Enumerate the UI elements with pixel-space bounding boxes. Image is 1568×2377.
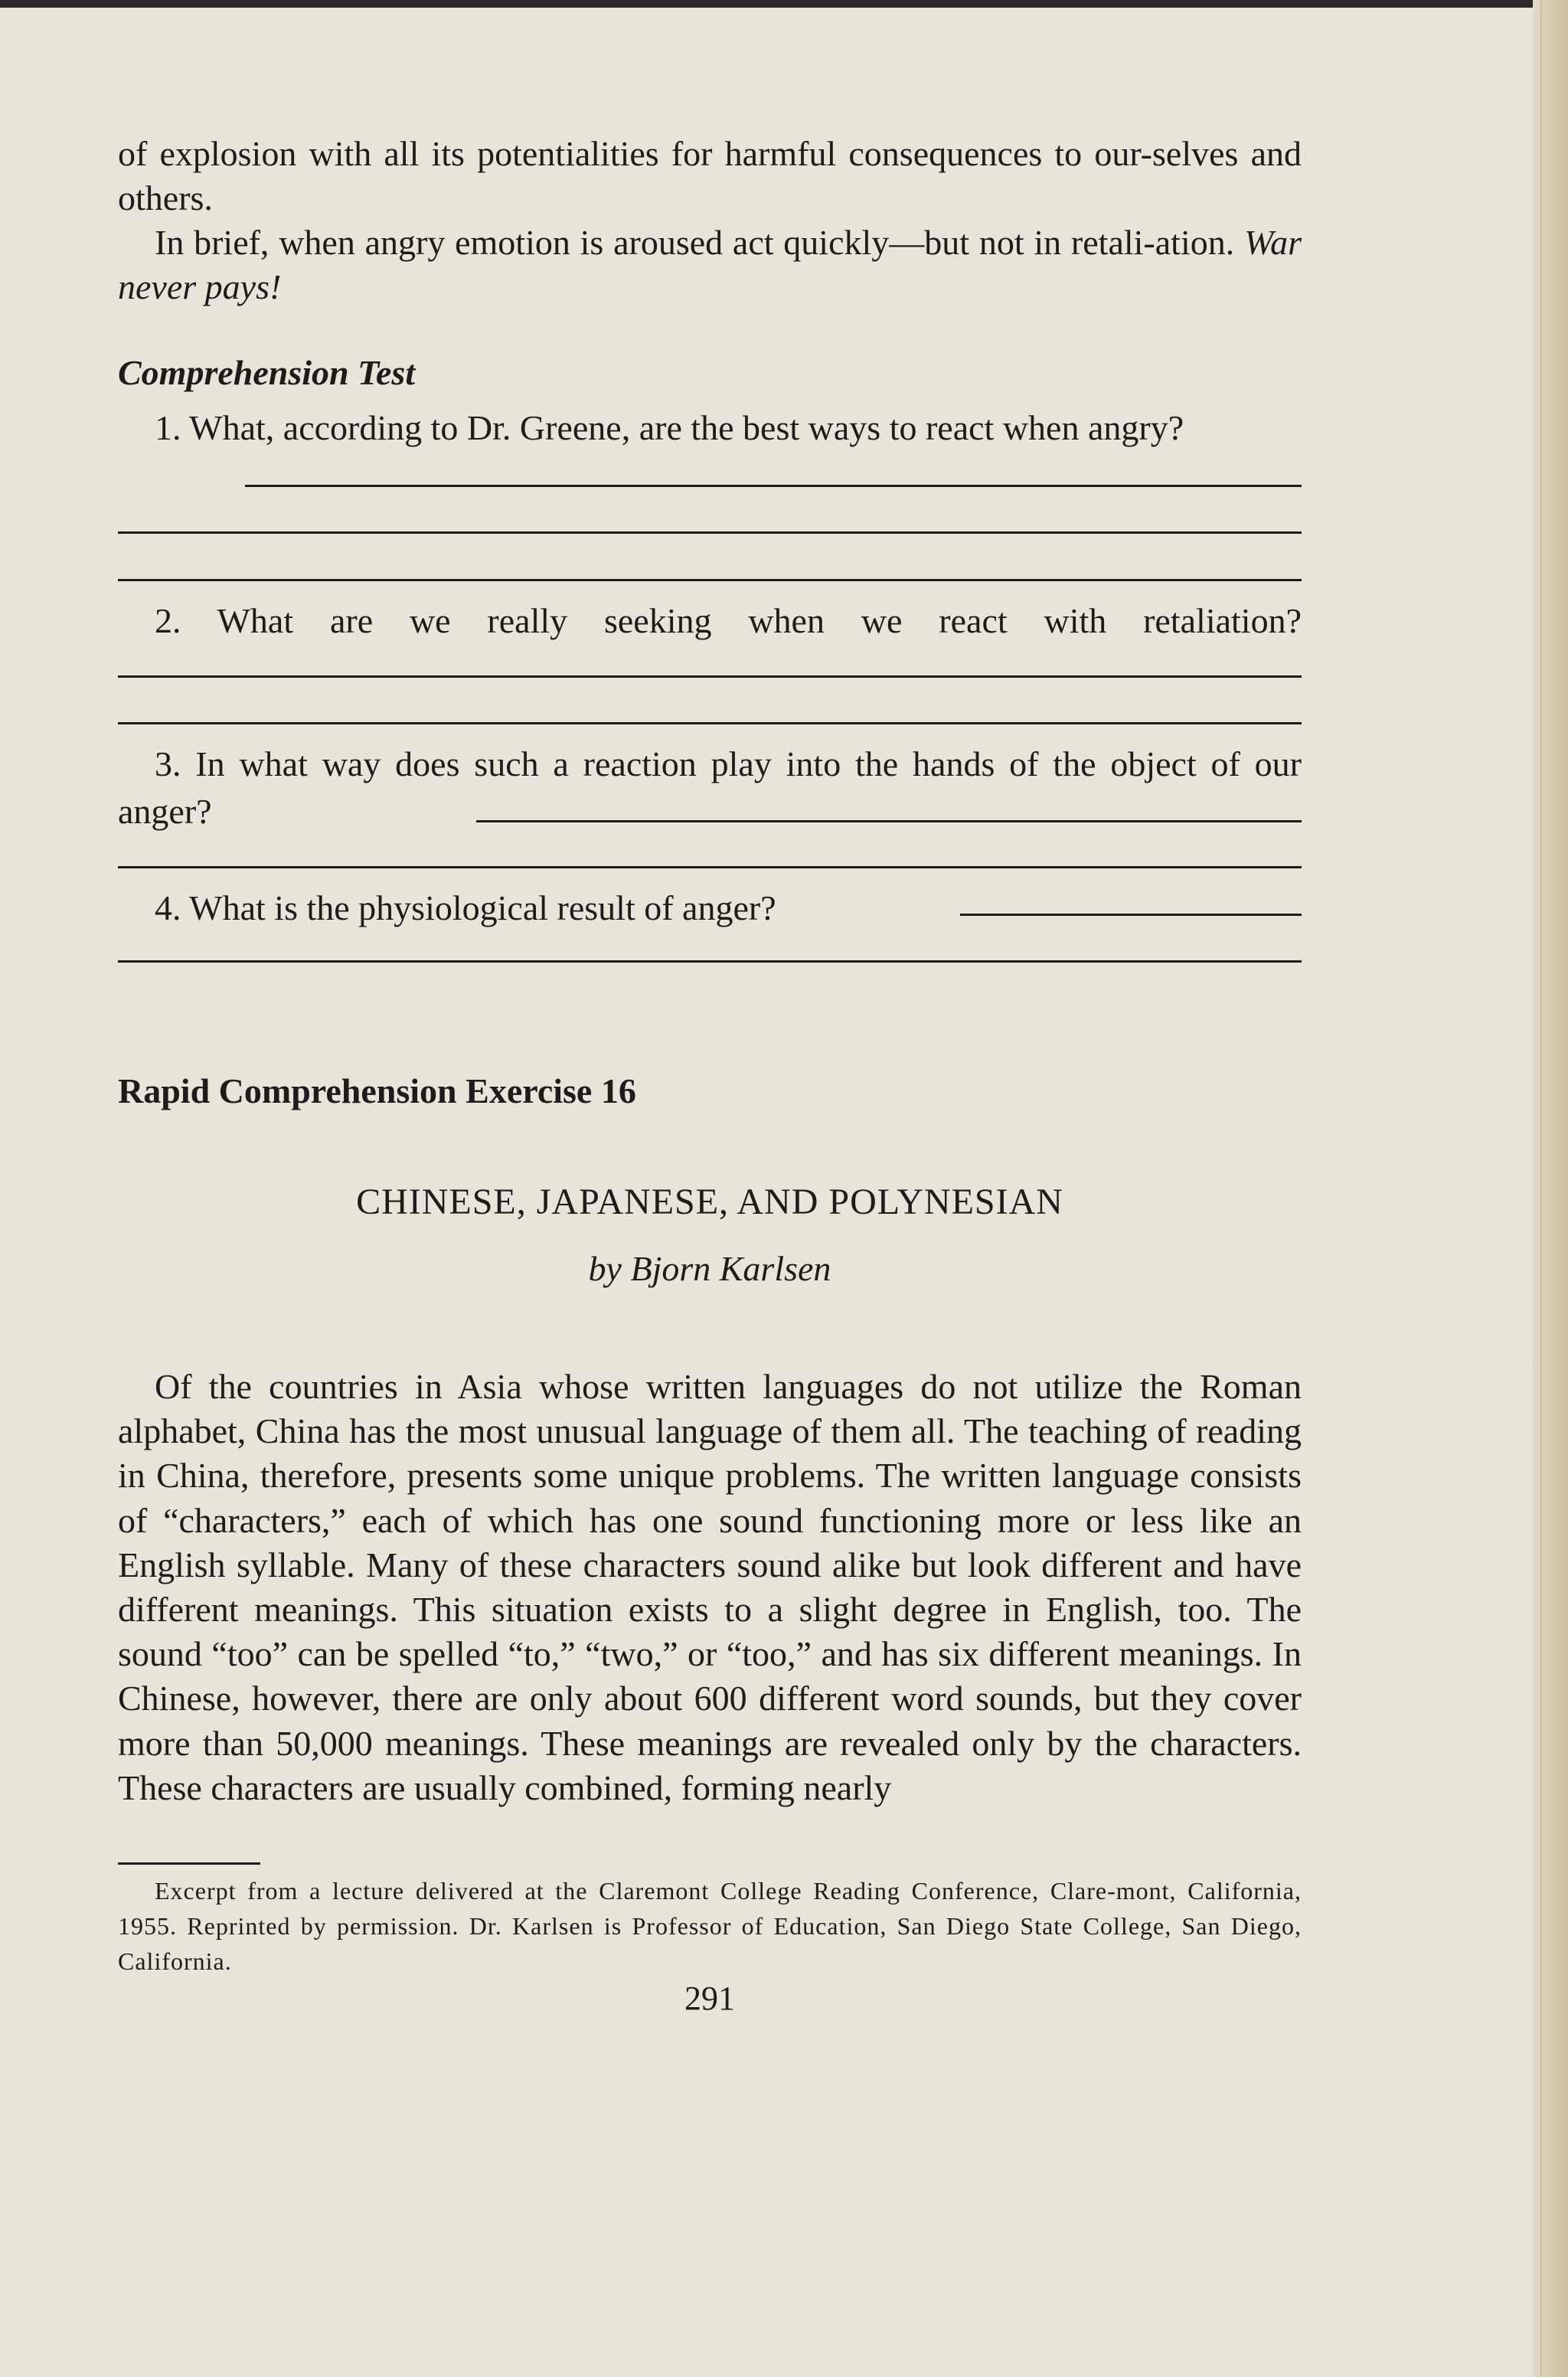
article-author: by Bjorn Karlsen xyxy=(588,1249,831,1288)
question-2 xyxy=(118,597,1302,645)
intro-paragraph-2-italic: War never pays! xyxy=(118,223,1302,306)
answer-line-1b[interactable] xyxy=(118,531,1302,534)
article-body xyxy=(118,1365,1302,1810)
question-3-text: In what way does such a reaction play into the hands of the object of our anger? xyxy=(118,744,1302,831)
question-1 xyxy=(118,404,1302,452)
answer-line-3a[interactable] xyxy=(476,820,1302,822)
question-4-text: What is the physiological result of anger? xyxy=(189,888,776,927)
answer-line-2a[interactable] xyxy=(118,675,1302,678)
intro-paragraph-1: of explosion with all its potentialities for harmful consequences to our-selves and others. xyxy=(118,134,1302,217)
question-1-number: 1. xyxy=(155,408,181,447)
question-4-number: 4. xyxy=(155,888,181,927)
answer-line-4b[interactable] xyxy=(118,960,1302,963)
question-2-text: What are we really seeking when we react with retaliation? xyxy=(217,601,1302,640)
page-number: 291 xyxy=(684,1980,735,2017)
intro-section xyxy=(118,132,1302,309)
page-top-edge xyxy=(0,0,1568,8)
exercise-heading: Rapid Comprehension Exercise 16 xyxy=(118,1071,636,1110)
answer-line-2b[interactable] xyxy=(118,722,1302,724)
question-2-number: 2. xyxy=(155,601,181,640)
answer-line-3b[interactable] xyxy=(118,866,1302,868)
article-paragraph: Of the countries in Asia whose written languages do not utilize the Roman alphabet, China has the most unusual language of them all. The teaching of reading in China, therefore, presents some unique problems. The written language consists of “characters,” each of which has one sound functioning more or less like an English syllable. Many of these characters sound alike but look different and have different meanings. This situation exists to a slight degree in English, too. The sound “too” can be spelled “to,” “two,” or “too,” and has six different meanings. In Chinese, however, there are only about 600 different word sounds, but they cover more than 50,000 meanings. These meanings are revealed only by the characters. These characters are usually combined, forming nearly xyxy=(118,1367,1302,1807)
question-3-number: 3. xyxy=(155,744,181,783)
footnote: Excerpt from a lecture delivered at the Claremont College Reading Conference, Clare-mont, California, 1955. Reprinted by permission. Dr. Karlsen is Professor of Education, San Diego State College, San Diego, California. xyxy=(118,1877,1302,1975)
article-title: CHINESE, JAPANESE, AND POLYNESIAN xyxy=(356,1182,1063,1222)
book-spine-edge xyxy=(1533,0,1568,2377)
question-1-text: What, according to Dr. Greene, are the best ways to react when angry? xyxy=(189,408,1184,447)
intro-paragraph-2-text: In brief, when angry emotion is aroused act quickly—but not in retali-ation. xyxy=(155,223,1244,262)
answer-line-4a[interactable] xyxy=(960,914,1302,916)
comprehension-test-heading: Comprehension Test xyxy=(118,353,416,392)
answer-line-1a[interactable] xyxy=(245,485,1302,487)
question-4 xyxy=(118,884,1302,932)
answer-line-1c[interactable] xyxy=(118,579,1302,581)
footnote-divider xyxy=(118,1862,260,1865)
intro-paragraph-2 xyxy=(118,221,1302,309)
